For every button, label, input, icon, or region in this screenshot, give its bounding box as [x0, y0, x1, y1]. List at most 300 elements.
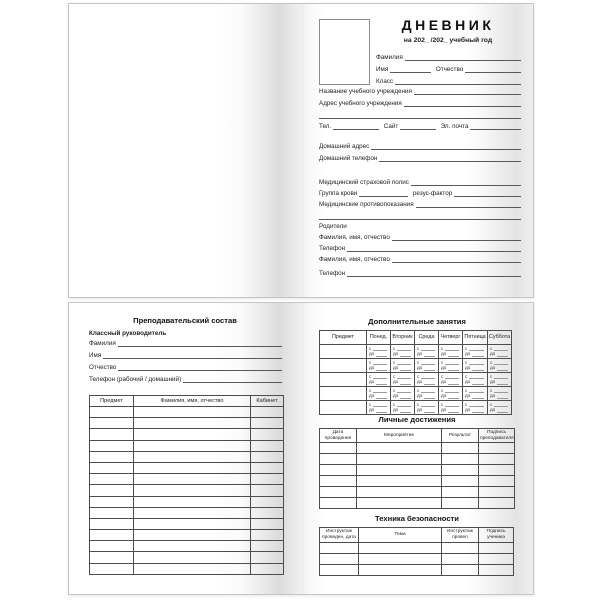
table-cell	[391, 345, 415, 359]
time-range-label: с	[369, 387, 372, 393]
write-line	[421, 364, 435, 365]
write-line	[376, 412, 387, 413]
write-line	[472, 384, 484, 385]
write-line	[376, 370, 387, 371]
time-range-line	[463, 352, 487, 358]
table-row	[90, 429, 284, 440]
table-row	[320, 498, 515, 509]
table-cell	[488, 373, 512, 387]
safety-table	[319, 527, 513, 576]
name-patronymic-row	[376, 62, 521, 73]
time-range-line	[488, 366, 511, 372]
table-cell	[320, 373, 367, 387]
write-line	[470, 118, 521, 130]
write-line	[371, 138, 521, 150]
time-range-label: до	[369, 393, 375, 399]
table-cell	[251, 451, 284, 462]
write-line	[333, 118, 378, 130]
write-line	[379, 150, 521, 162]
time-range-line	[415, 394, 438, 400]
time-range-line	[463, 394, 487, 400]
table-cell	[391, 401, 415, 415]
surname-label: Фамилия	[376, 53, 403, 61]
table-row	[320, 565, 514, 576]
write-line	[497, 412, 508, 413]
table-cell	[251, 552, 284, 563]
teacher-patronymic-row	[89, 360, 282, 371]
write-line	[448, 412, 459, 413]
write-line	[445, 350, 459, 351]
time-range-label: с	[465, 373, 468, 379]
table-row	[320, 454, 515, 465]
table-row	[90, 541, 284, 552]
table-cell	[391, 373, 415, 387]
table-cell	[320, 454, 357, 465]
tel-site-email-row	[319, 119, 521, 130]
time-range-label: до	[441, 365, 447, 371]
write-line	[445, 392, 459, 393]
table-cell	[488, 387, 512, 401]
time-range-label: до	[441, 351, 447, 357]
table-cell	[320, 345, 367, 359]
write-line	[397, 364, 411, 365]
table-cell	[134, 418, 251, 429]
table-cell	[463, 387, 488, 401]
table-cell	[359, 543, 442, 554]
table-cell	[320, 443, 357, 454]
table-cell	[320, 543, 359, 554]
table-row	[90, 507, 284, 518]
write-line	[376, 384, 387, 385]
time-range-line	[488, 380, 511, 386]
table-cell	[391, 387, 415, 401]
time-range-label: с	[441, 401, 444, 407]
time-range-label: до	[441, 407, 447, 413]
write-line	[448, 398, 459, 399]
time-range-label: с	[490, 373, 493, 379]
write-line	[319, 208, 521, 220]
write-line	[373, 378, 387, 379]
time-range-label: с	[369, 359, 372, 365]
time-range-line	[391, 352, 414, 358]
table-cell	[367, 387, 391, 401]
time-range-label: с	[490, 359, 493, 365]
write-line	[390, 61, 431, 73]
rh-factor-label: резус-фактор	[412, 189, 453, 197]
table-cell	[391, 359, 415, 373]
school-name-row	[319, 84, 521, 95]
table-cell	[479, 565, 514, 576]
table-row	[320, 543, 514, 554]
column-header: Дата проведения	[320, 429, 357, 443]
table-row	[90, 563, 284, 574]
time-range-line	[367, 352, 390, 358]
time-range-label: с	[393, 401, 396, 407]
table-cell	[90, 563, 134, 574]
time-range-line	[391, 394, 414, 400]
write-line	[397, 378, 411, 379]
class-label: Класс	[376, 77, 394, 85]
column-header: Тема	[359, 528, 442, 543]
table-row	[320, 401, 512, 415]
table-cell	[134, 552, 251, 563]
time-range-label: до	[393, 393, 399, 399]
staff-page-title: Преподавательский состав	[133, 316, 237, 325]
parent2-fio-row	[319, 252, 521, 263]
table-cell	[90, 552, 134, 563]
time-range-label: с	[393, 387, 396, 393]
teacher-surname-row	[89, 336, 282, 347]
time-range-label: с	[369, 345, 372, 351]
table-cell	[415, 373, 439, 387]
write-line	[400, 356, 411, 357]
table-cell	[479, 465, 515, 476]
staff-page	[69, 303, 301, 594]
table-cell	[442, 498, 479, 509]
table-cell	[251, 418, 284, 429]
time-range-label: с	[490, 387, 493, 393]
write-line	[472, 398, 484, 399]
table-cell	[251, 474, 284, 485]
write-line	[376, 356, 387, 357]
write-line	[400, 412, 411, 413]
table-cell	[90, 451, 134, 462]
write-line	[373, 350, 387, 351]
tel-label: Тел.	[319, 122, 332, 130]
time-range-label: до	[417, 365, 423, 371]
table-cell	[479, 543, 514, 554]
table-cell	[134, 474, 251, 485]
table-cell	[251, 530, 284, 541]
table-cell	[442, 465, 479, 476]
write-line	[118, 335, 282, 347]
table-cell	[442, 476, 479, 487]
table-cell	[488, 345, 512, 359]
column-header: Предмет	[320, 331, 367, 345]
table-cell	[357, 476, 442, 487]
table-cell	[415, 345, 439, 359]
table-row	[90, 451, 284, 462]
time-range-label: с	[369, 401, 372, 407]
write-line	[421, 378, 435, 379]
write-line	[445, 364, 459, 365]
table-cell	[479, 443, 515, 454]
time-range-label: до	[393, 351, 399, 357]
time-range-line	[488, 352, 511, 358]
write-line	[400, 384, 411, 385]
grid-table	[319, 428, 515, 509]
site-label: Сайт	[383, 122, 399, 130]
table-cell	[134, 485, 251, 496]
time-range-label: до	[369, 365, 375, 371]
write-line	[347, 265, 521, 277]
time-range-label: до	[465, 393, 471, 399]
table-cell	[415, 387, 439, 401]
table-cell	[367, 401, 391, 415]
time-range-label: с	[441, 373, 444, 379]
write-line	[472, 412, 484, 413]
time-range-label: до	[393, 407, 399, 413]
time-range-line	[415, 380, 438, 386]
write-line	[494, 378, 508, 379]
write-line	[424, 398, 435, 399]
med-policy-label: Медицинский страховой полис	[319, 178, 409, 186]
time-range-label: до	[490, 351, 496, 357]
time-range-label: до	[441, 379, 447, 385]
column-header: Инструктаж провел	[442, 528, 479, 543]
table-cell	[442, 443, 479, 454]
write-line	[373, 392, 387, 393]
write-line	[469, 406, 484, 407]
table-cell	[134, 407, 251, 418]
table-cell	[134, 530, 251, 541]
table-cell	[251, 407, 284, 418]
table-cell	[251, 541, 284, 552]
diary-title: ДНЕВНИК	[401, 17, 495, 33]
write-line	[494, 364, 508, 365]
parent-phone-label: Телефон	[319, 269, 346, 277]
diary-title-block	[371, 17, 525, 44]
table-cell	[134, 563, 251, 574]
write-line	[445, 406, 459, 407]
write-line	[469, 378, 484, 379]
time-range-label: с	[441, 359, 444, 365]
column-header: Среда	[415, 331, 439, 345]
time-range-label: с	[441, 345, 444, 351]
patronymic-label: Отчество	[89, 363, 117, 371]
surname-row	[376, 50, 521, 61]
table-cell	[488, 359, 512, 373]
table-cell	[90, 496, 134, 507]
write-line	[469, 392, 484, 393]
time-range-line	[415, 408, 438, 414]
time-range-line	[463, 380, 487, 386]
diary-info-page	[301, 4, 533, 297]
table-cell	[251, 440, 284, 451]
table-cell	[90, 407, 134, 418]
time-range-label: с	[465, 401, 468, 407]
table-cell	[442, 543, 479, 554]
grid-table	[319, 330, 512, 415]
teachers-table	[89, 395, 283, 575]
time-range-label: с	[465, 387, 468, 393]
column-header: Четверг	[439, 331, 463, 345]
table-cell	[251, 518, 284, 529]
time-range-line	[367, 380, 390, 386]
safety-title: Техника безопасности	[375, 514, 459, 523]
home-phone-row	[319, 151, 521, 162]
time-range-label: до	[490, 365, 496, 371]
write-line	[494, 406, 508, 407]
parent-phone-label: Телефон	[319, 244, 346, 252]
time-range-label: с	[369, 373, 372, 379]
write-line	[448, 356, 459, 357]
table-cell	[359, 565, 442, 576]
time-range-label: до	[441, 393, 447, 399]
time-range-line	[439, 380, 462, 386]
table-row	[320, 554, 514, 565]
time-range-label: с	[417, 359, 420, 365]
table-cell	[357, 487, 442, 498]
grid-table	[89, 395, 284, 575]
table-cell	[90, 474, 134, 485]
write-line	[183, 371, 282, 383]
table-cell	[251, 429, 284, 440]
write-line	[494, 350, 508, 351]
table-row	[320, 387, 512, 401]
table-cell	[463, 373, 488, 387]
table-cell	[357, 443, 442, 454]
time-range-line	[439, 408, 462, 414]
write-line	[400, 118, 435, 130]
column-header: Вторник	[391, 331, 415, 345]
time-range-label: до	[465, 365, 471, 371]
column-header: Мероприятие	[357, 429, 442, 443]
time-range-label: с	[393, 373, 396, 379]
column-header: Инструктаж проведен, дата	[320, 528, 359, 543]
table-cell	[134, 507, 251, 518]
time-range-line	[463, 366, 487, 372]
write-line	[397, 350, 411, 351]
write-line	[472, 356, 484, 357]
time-range-label: до	[417, 351, 423, 357]
table-cell	[134, 541, 251, 552]
school-address-label: Адрес учебного учреждения	[319, 99, 402, 107]
write-line	[405, 49, 521, 61]
table-cell	[320, 401, 367, 415]
write-line	[497, 370, 508, 371]
write-line	[469, 364, 484, 365]
write-line	[421, 350, 435, 351]
table-cell	[134, 451, 251, 462]
table-cell	[90, 429, 134, 440]
time-range-line	[367, 366, 390, 372]
home-address-row	[319, 139, 521, 150]
grid-table	[319, 527, 514, 576]
write-line	[373, 364, 387, 365]
school-name-label: Название учебного учреждения	[319, 87, 412, 95]
write-line	[421, 406, 435, 407]
time-range-label: до	[417, 379, 423, 385]
time-range-label: до	[417, 407, 423, 413]
write-line	[373, 406, 387, 407]
table-cell	[320, 498, 357, 509]
time-range-label: с	[465, 345, 468, 351]
bottom-spread	[68, 302, 534, 595]
write-line	[497, 356, 508, 357]
write-line	[465, 61, 521, 73]
table-cell	[134, 429, 251, 440]
table-cell	[134, 496, 251, 507]
school-address-row	[319, 96, 521, 107]
time-range-line	[391, 380, 414, 386]
table-row	[320, 359, 512, 373]
table-cell	[90, 462, 134, 473]
time-range-label: с	[441, 387, 444, 393]
table-cell	[134, 518, 251, 529]
table-row	[90, 418, 284, 429]
column-header: Понед.	[367, 331, 391, 345]
table-cell	[90, 485, 134, 496]
table-cell	[251, 563, 284, 574]
table-cell	[320, 565, 359, 576]
blood-group-label: Группа крови	[319, 189, 358, 197]
table-cell	[488, 401, 512, 415]
blank-left-page	[69, 4, 301, 297]
column-header: Кабинет	[251, 396, 284, 407]
time-range-line	[488, 408, 511, 414]
time-range-label: до	[490, 393, 496, 399]
time-range-label: с	[490, 345, 493, 351]
write-line	[103, 347, 282, 359]
table-cell	[439, 345, 463, 359]
time-range-line	[367, 408, 390, 414]
write-line	[497, 398, 508, 399]
time-range-line	[415, 352, 438, 358]
write-line	[118, 359, 282, 371]
column-header: Подпись преподавателя	[479, 429, 515, 443]
write-line	[445, 378, 459, 379]
name-label: Имя	[89, 351, 102, 359]
write-line	[400, 370, 411, 371]
teacher-phone-row	[89, 372, 282, 383]
time-range-label: с	[417, 387, 420, 393]
email-label: Эл. почта	[440, 122, 469, 130]
write-line	[494, 392, 508, 393]
extra-classes-schedule-table	[319, 330, 511, 415]
time-range-label: с	[417, 345, 420, 351]
photo-placeholder-box	[319, 19, 370, 85]
table-cell	[359, 554, 442, 565]
table-cell	[90, 518, 134, 529]
table-cell	[479, 476, 515, 487]
table-row	[90, 552, 284, 563]
table-row	[90, 530, 284, 541]
time-range-line	[439, 366, 462, 372]
table-cell	[479, 498, 515, 509]
parent-fio-label: Фамилия, имя, отчество	[319, 233, 390, 241]
table-cell	[90, 530, 134, 541]
time-range-label: с	[490, 401, 493, 407]
table-cell	[479, 454, 515, 465]
table-row	[320, 443, 515, 454]
column-header: Предмет	[90, 396, 134, 407]
table-cell	[415, 359, 439, 373]
table-cell	[90, 418, 134, 429]
table-cell	[357, 465, 442, 476]
parents-label: Родители	[319, 223, 347, 230]
table-cell	[367, 359, 391, 373]
write-line	[424, 384, 435, 385]
table-cell	[320, 359, 367, 373]
table-cell	[439, 373, 463, 387]
time-range-label: до	[393, 365, 399, 371]
diary-subtitle: на 202_ /202_ учебный год	[403, 37, 493, 44]
table-cell	[463, 345, 488, 359]
table-cell	[251, 462, 284, 473]
write-line	[414, 83, 521, 95]
write-line	[404, 95, 521, 107]
table-cell	[251, 507, 284, 518]
column-header: Пятница	[463, 331, 488, 345]
time-range-line	[488, 394, 511, 400]
extra-classes-title: Дополнительные занятия	[368, 317, 466, 326]
time-range-line	[415, 366, 438, 372]
table-cell	[439, 359, 463, 373]
achievements-table	[319, 428, 514, 509]
time-range-label: до	[465, 379, 471, 385]
table-cell	[320, 465, 357, 476]
